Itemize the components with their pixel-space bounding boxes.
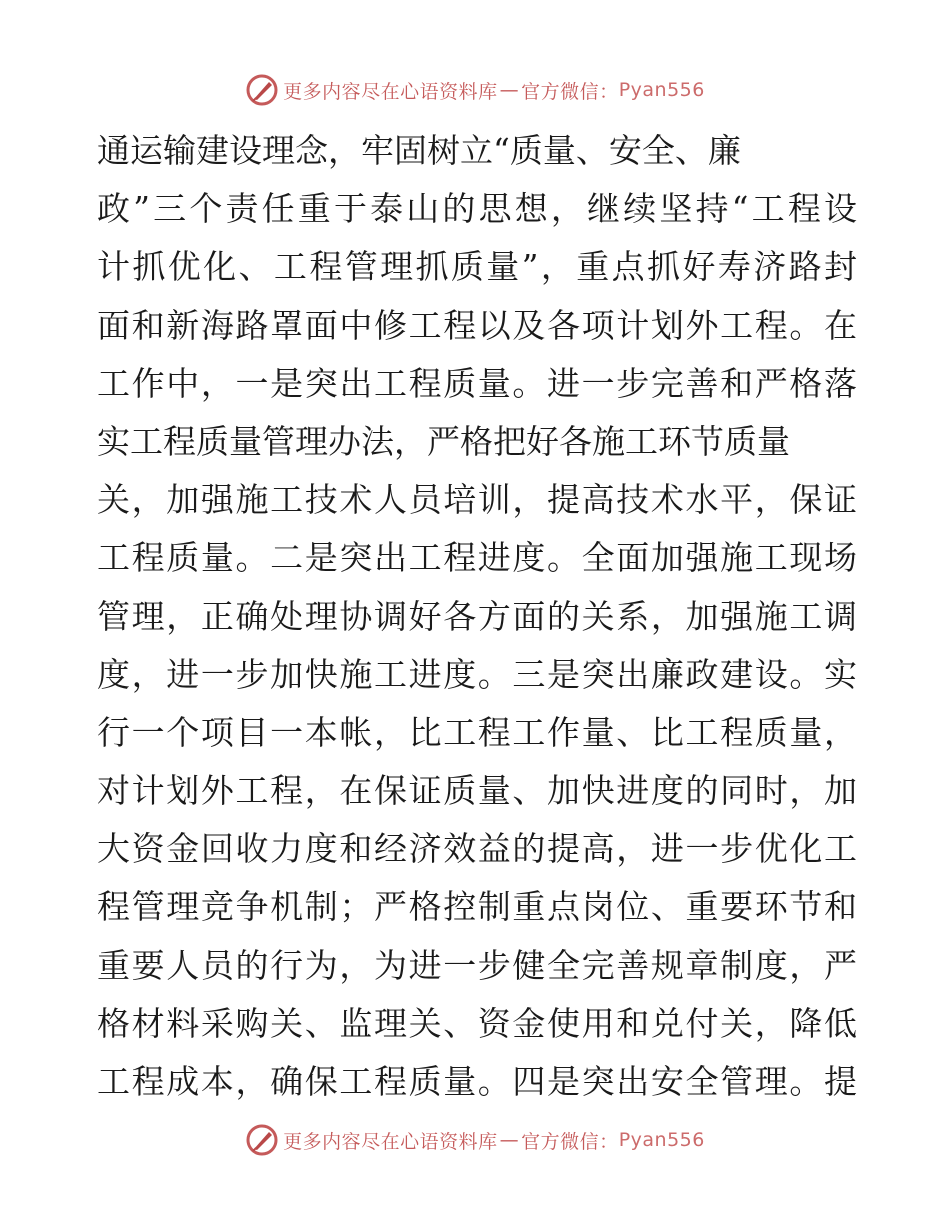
text-line: 关，加强施工技术人员培训，提高技术水平，保证 xyxy=(97,480,857,520)
text-line: 工程质量。二是突出工程进度。全面加强施工现场 xyxy=(97,538,857,578)
text-line: 政”三个责任重于泰山的思想，继续坚持“工程设 xyxy=(97,189,857,229)
watermark-title: 更多内容尽在心语资料库 xyxy=(283,80,498,103)
quill-logo-icon xyxy=(245,73,279,107)
watermark-separator: — xyxy=(499,1129,520,1151)
text-line: 格材料采购关、监理关、资金使用和兑付关，降低 xyxy=(97,1003,857,1043)
text-line: 工作中，一是突出工程质量。进一步完善和严格落 xyxy=(97,363,857,403)
text-line: 程管理竞争机制；严格控制重点岗位、重要环节和 xyxy=(97,887,857,927)
watermark-official-label: 官方微信： xyxy=(521,1130,619,1153)
text-line: 通运输建设理念，牢固树立“质量、安全、廉 xyxy=(97,131,741,170)
watermark-separator: — xyxy=(499,79,520,101)
text-line: 对计划外工程，在保证质量、加快进度的同时，加 xyxy=(97,771,857,811)
quill-logo-icon xyxy=(245,1123,279,1157)
header-watermark xyxy=(0,70,950,110)
document-body xyxy=(97,122,857,1111)
text-line: 面和新海路罩面中修工程以及各项计划外工程。在 xyxy=(97,305,857,345)
text-line: 实工程质量管理办法，严格把好各施工环节质量 xyxy=(97,421,790,461)
text-line: 管理，正确处理协调好各方面的关系，加强施工调 xyxy=(97,596,857,636)
text-line: 计抓优化、工程管理抓质量”，重点抓好寿济路封 xyxy=(97,247,857,287)
watermark-title: 更多内容尽在心语资料库 xyxy=(283,1130,498,1153)
text-line: 大资金回收力度和经济效益的提高，进一步优化工 xyxy=(97,829,857,869)
footer-watermark xyxy=(0,1120,950,1160)
text-line: 重要人员的行为，为进一步健全完善规章制度，严 xyxy=(97,945,857,985)
text-line: 工程成本，确保工程质量。四是突出安全管理。提 xyxy=(97,1062,857,1101)
watermark-account: Pyan556 xyxy=(618,79,705,101)
text-line: 行一个项目一本帐，比工程工作量、比工程质量， xyxy=(97,712,857,752)
text-line: 度，进一步加快施工进度。三是突出廉政建设。实 xyxy=(97,654,857,694)
watermark-official-label: 官方微信： xyxy=(521,80,619,103)
watermark-account: Pyan556 xyxy=(618,1129,705,1151)
